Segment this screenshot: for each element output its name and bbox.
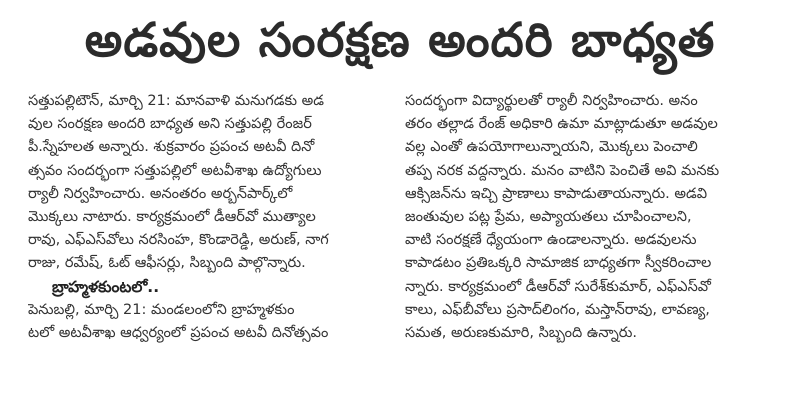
section-subheading: బ్రాహ్మళకుంటలో.. <box>52 277 160 296</box>
body-line: వల్ల ఎంతో ఉపయోగాలున్నాయని, మొక్కలు పెంచాలి <box>405 139 698 156</box>
body-line: తరం తల్లాడ రేంజ్ అధికారి ఉమా మాట్లాడుతూ అడవుల <box>405 116 718 133</box>
body-line: సమత, అరుణకుమారి, సిబ్బంది ఉన్నారు. <box>405 324 637 341</box>
body-line: మొక్కలు నాటారు. కార్యక్రమంలో డీఆర్‌వో ముత్యాల <box>28 208 316 225</box>
body-line: కాలు, ఎఫ్‌బీవోలు ప్రసాద్‌లింగం, మస్తాన్‌రావు, లావణ్య, <box>405 301 710 318</box>
body-line: త్సవం సందర్భంగా సత్తుపల్లిలో అటవీశాఖ ఉద్యోగులు <box>28 162 322 179</box>
body-line: వుల సంరక్షణ అందరి బాధ్యత అని సత్తుపల్లి రేంజర్ <box>28 116 312 133</box>
body-line: సత్తుపల్లిటౌన్, మార్చి 21: మానవాళి మనుగడకు అడ <box>28 93 324 109</box>
left-column <box>28 90 388 345</box>
body-line: న్నారు. కార్యక్రమంలో డీఆర్‌వో సురేశ్‌కుమార్, ఎఫ్ఎస్‌వో <box>405 278 711 295</box>
body-line: టలో అటవీశాఖ ఆధ్వర్యంలో ప్రపంచ అటవీ దినోత్సవం <box>28 324 329 341</box>
body-line: రావు, ఎఫ్ఎస్‌వోలు నరసింహ, కొండారెడ్డి, అరుణ్, నాగ <box>28 232 329 249</box>
body-line: తప్ప నరక వద్దన్నారు. మనం వాటిని పెంచితే అవి మనకు <box>405 162 720 179</box>
body-line: పీ.స్నేహలత అన్నారు. శుక్రవారం ప్రపంచ అటవీ దినో <box>28 139 315 156</box>
body-line: కాపాడటం ప్రతిఒక్కరి సామాజిక బాధ్యతగా స్వీకరించాల <box>405 255 712 272</box>
body-line: వాటి సంరక్షణే ధ్యేయంగా ఉండాలన్నారు. అడవులను <box>405 232 697 249</box>
body-line: జంతువుల పట్ల ప్రేమ, అప్యాయతలు చూపించాలని, <box>405 208 692 225</box>
body-line: రాజు, రమేష్, ఓట్ ఆఫీసర్లు, సిబ్బంది పాల్గొన్నారు. <box>28 255 306 272</box>
right-column <box>405 90 775 345</box>
body-line: పెనుబల్లి, మార్చి 21: మండలంలోని బ్రాహ్మళకుం <box>28 301 295 318</box>
body-line: ఆక్సిజన్‌ను ఇచ్చి ప్రాణాలు కాపాడుతాయన్నారు. అడవి <box>405 185 708 202</box>
body-line: ర్యాలీ నిర్వహించారు. అనంతరం అర్బన్‌పార్క్‌లో <box>28 185 293 202</box>
body-line: సందర్భంగా విద్యార్థులతో ర్యాలీ నిర్వహించారు. అనం <box>405 93 698 109</box>
headline: అడవుల సంరక్షణ అందరి బాధ్యత <box>84 13 716 68</box>
